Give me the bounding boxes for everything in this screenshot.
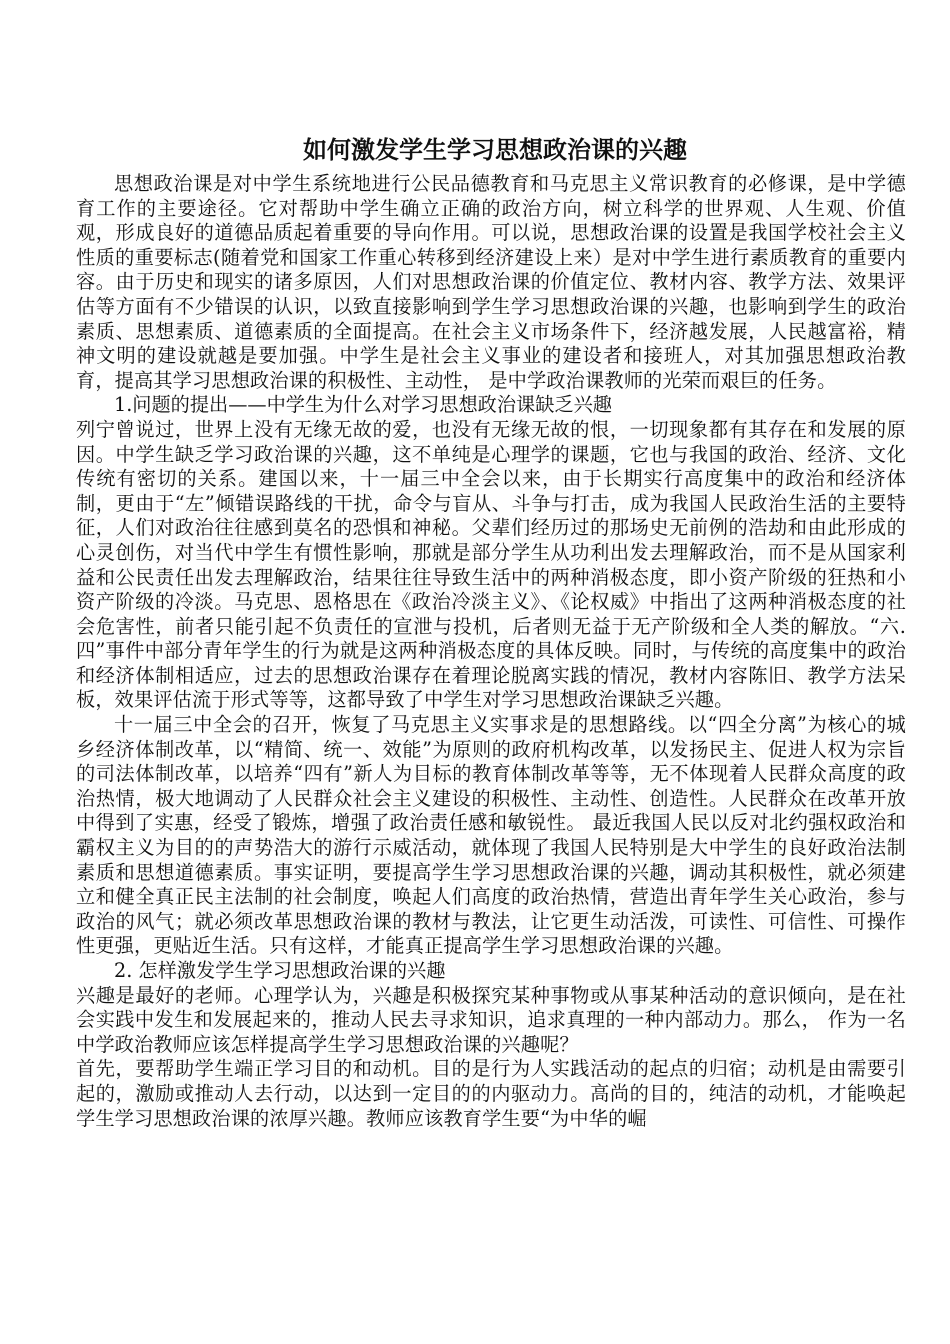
section-2-paragraph-1: 兴趣是最好的老师。心理学认为，兴趣是积极探究某种事物或从事某种活动的意识倾向，是在社会实践中发生和发展起来的，推动人民去寻求知识，追求真理的一种内部动力。那么， 作为一名中学政治教师应该怎样提高学生学习思想政治课的兴趣呢？ [76, 983, 906, 1056]
section-heading-1: 1.问题的提出——中学生为什么对学习思想政治课缺乏兴趣 [114, 393, 612, 417]
document-page [76, 128, 906, 1131]
document-title: 如何激发学生学习思想政治课的兴趣 [303, 136, 687, 164]
section-heading-2: 2. 怎样激发学生学习思想政治课的兴趣 [114, 959, 446, 982]
section-1-paragraph-2: 十一届三中全会的召开，恢复了马克思主义实事求是的思想路线。以“四全分离”为核心的城乡经济体制改革，以“精简、统一、效能”为原则的政府机构改革，以发扬民主、促进人权为宗旨的司法体制改革，以培养“四有”新人为目标的教育体制改革等等，无不体现着人民群众高度的政治热情，极大地调动了人民群众社会主义建设的积极性、主动性、创造性。人民群众在改革开放中得到了实惠，经受了锻炼，增强了政治责任感和敏锐性。 最近我国人民以反对北约强权政治和霸权主义为目的的声势浩大的游行示威活动，就体现了我国人民特别是大中学生的良好政治法制素质和思想道德素质。事实证明，要提高学生学习思想政治课的兴趣，调动其积极性，就必须建立和健全真正民主法制的社会制度，唤起人们高度的政治热情，营造出青年学生关心政治，参与政治的风气；就必须改革思想政治课的教材与教法，让它更生动活泼，可读性、可信性、可操作性更强，更贴近生活。只有这样，才能真正提高学生学习思想政治课的兴趣。 [76, 713, 906, 958]
section-2-paragraph-2: 首先，要帮助学生端正学习目的和动机。目的是行为人实践活动的起点的归宿；动机是由需要引起的，激励或推动人去行动，以达到一定目的的内驱动力。高尚的目的，纯洁的动机，才能唤起学生学习思想政治课的浓厚兴趣。教师应该教育学生要“为中华的崛 [76, 1057, 906, 1130]
section-1-paragraph-1: 列宁曾说过，世界上没有无缘无故的爱，也没有无缘无故的恨，一切现象都有其存在和发展的原因。中学生缺乏学习政治课的兴趣，这不单纯是心理学的课题，它也与我国的政治、经济、文化传统有密切的关系。建国以来，十一届三中全会以来，由于长期实行高度集中的政治和经济体制，更由于“左”倾错误路线的干扰，命令与盲从、斗争与打击，成为我国人民政治生活的主要特征，人们对政治往往感到莫名的恐惧和神秘。父辈们经历过的那场史无前例的浩劫和由此形成的心灵创伤，对当代中学生有惯性影响，那就是部分学生从功利出发去理解政治，而不是从国家利益和公民责任出发去理解政治，结果往往导致生活中的两种消极态度，即小资产阶级的狂热和小资产阶级的冷淡。马克思、恩格思在《政治冷淡主义》、《论权威》中指出了这两种消极态度的社会危害性，前者只能引起不负责任的宣泄与投机，后者则无益于无产阶级和全人类的解放。“六.四”事件中部分青年学生的行为就是这两种消极态度的具体反映。同时，与传统的高度集中的政治和经济体制相适应，过去的思想政治课存在着理论脱离实践的情况，教材内容陈旧、教学方法呆板，效果评估流于形式等等，这都导致了中学生对学习思想政治课缺乏兴趣。 [76, 417, 906, 712]
intro-paragraph: 思想政治课是对中学生系统地进行公民品德教育和马克思主义常识教育的必修课，是中学德育工作的主要途径。它对帮助中学生确立正确的政治方向，树立科学的世界观、人生观、价值观，形成良好的道德品质起着重要的导向作用。可以说，思想政治课的设置是我国学校社会主义性质的重要标志(随着党和国家工作重心转移到经济建设上来）是对中学生进行素质教育的重要内容。由于历史和现实的诸多原因，人们对思想政治课的价值定位、教材内容、教学方法、效果评估等方面有不少错误的认识，以致直接影响到学生学习思想政治课的兴趣，也影响到学生的政治素质、思想素质、道德素质的全面提高。在社会主义市场条件下，经济越发展，人民越富裕，精神文明的建设就越是要加强。中学生是社会主义事业的建设者和接班人，对其加强思想政治教育，提高其学习思想政治课的积极性、主动性， 是中学政治课教师的光荣而艰巨的任务。 [76, 172, 906, 392]
